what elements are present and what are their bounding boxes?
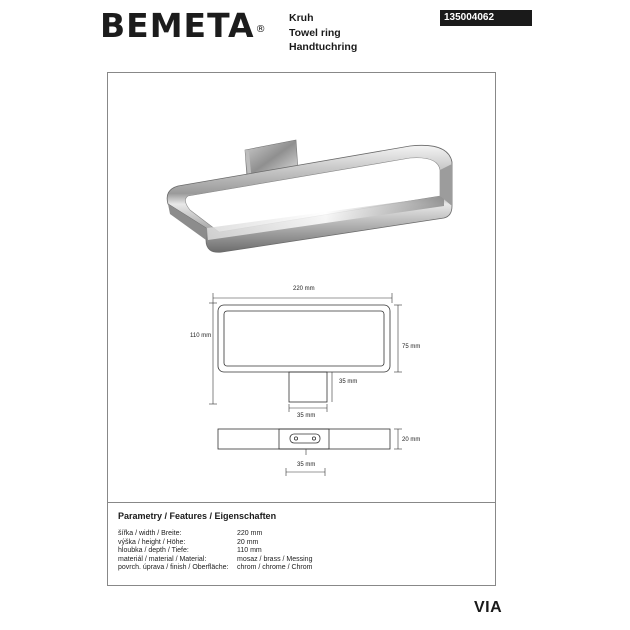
brand-name: BEMETA	[100, 6, 255, 45]
dim-thickness: 20 mm	[402, 437, 421, 443]
dim-mount-width-bottom: 35 mm	[297, 462, 316, 468]
spec-value-material: mosaz / brass / Messing	[237, 555, 313, 563]
spec-value-width: 220 mm	[237, 530, 263, 537]
spec-label-height: výška / height / Höhe:	[118, 538, 186, 546]
front-view-drawing	[209, 293, 402, 412]
product-name-de: Handtuchring	[289, 41, 358, 53]
spec-label-finish: povrch. úprava / finish / Oberfläche:	[118, 564, 229, 571]
dim-width: 220 mm	[293, 286, 315, 292]
spec-value-height: 20 mm	[237, 538, 259, 546]
spec-value-finish: chrom / chrome / Chrom	[237, 564, 313, 571]
dim-mount-width: 35 mm	[297, 413, 316, 419]
registered-mark: ®	[255, 24, 267, 35]
spec-label-material: materiál / material / Material:	[118, 555, 207, 563]
spec-label-width: šířka / width / Breite:	[118, 530, 182, 537]
series-name: VIA	[474, 599, 503, 616]
product-name-cz: Kruh	[289, 12, 314, 24]
dim-height-outer: 110 mm	[190, 333, 212, 339]
dim-mount-depth: 35 mm	[339, 379, 358, 385]
spec-label-depth: hloubka / depth / Tiefe:	[118, 547, 189, 554]
product-code: 135004062	[440, 10, 532, 26]
specs-divider	[107, 502, 496, 503]
product-photo	[167, 140, 452, 252]
spec-value-depth: 110 mm	[237, 547, 262, 554]
specs-title: Parametry / Features / Eigenschaften	[118, 511, 277, 521]
product-name-en: Towel ring	[289, 26, 341, 39]
bottom-view-drawing	[218, 429, 402, 476]
dim-height-inner: 75 mm	[402, 344, 421, 350]
